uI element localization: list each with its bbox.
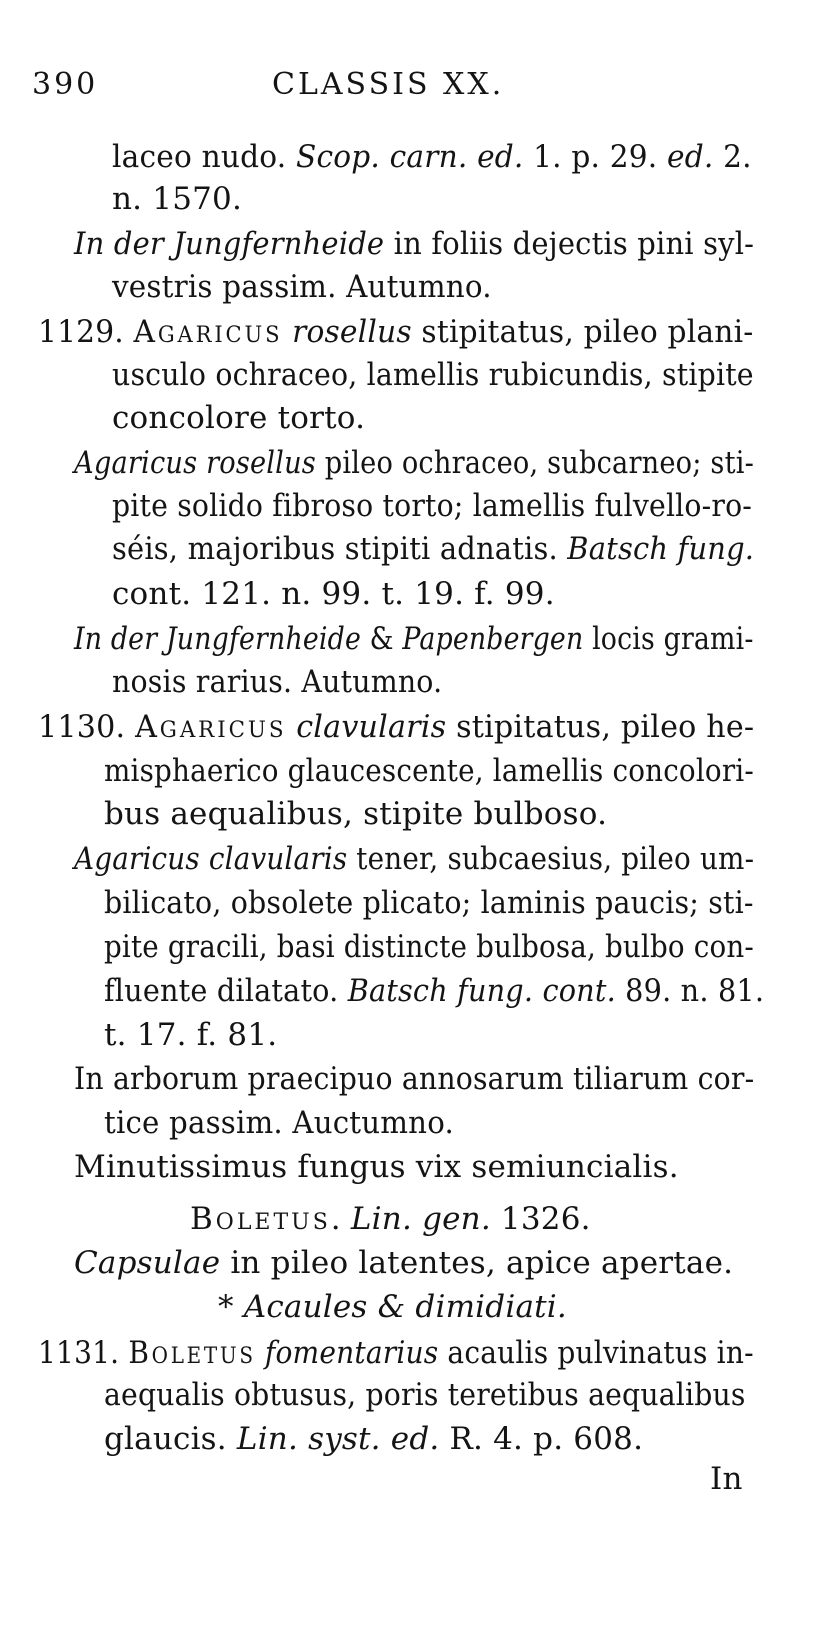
text-line	[38, 1334, 754, 1372]
text-line	[74, 1148, 679, 1186]
page-number: 390	[32, 67, 99, 102]
text-line	[112, 356, 754, 394]
text-line	[112, 663, 442, 701]
text-run: in pileo latentes, apice apertae.	[220, 1245, 734, 1281]
italic-run: clavularis	[296, 709, 447, 745]
text-line	[74, 1060, 754, 1098]
text-run: &	[360, 621, 403, 657]
text-line	[112, 180, 242, 218]
text-line	[112, 138, 752, 176]
text-run: *	[218, 1289, 244, 1325]
text-run	[286, 709, 296, 745]
text-line	[38, 313, 754, 351]
text-run: aequalis obtusus, poris teretibus aequalibus	[104, 1377, 746, 1413]
italic-run: Agaricus rosellus	[74, 445, 316, 481]
text-line	[104, 752, 754, 790]
text-run: concolore torto.	[112, 400, 366, 436]
text-run: n. 1570.	[112, 181, 243, 217]
text-line	[218, 1288, 567, 1326]
text-run: tice passim. Auctumno.	[104, 1105, 454, 1141]
text-line	[74, 444, 754, 482]
italic-run: Agaricus clavularis	[74, 841, 348, 877]
text-run: stipitatus, pileo plani-	[411, 314, 754, 350]
text-run: R. 4. p. 608.	[439, 1421, 644, 1457]
text-run: In arborum praecipuo annosarum tiliarum cor-	[74, 1061, 755, 1097]
text-line	[104, 972, 764, 1010]
catchword: In	[710, 1461, 743, 1497]
italic-run: Lin. syst. ed.	[236, 1421, 440, 1457]
text-run: bus aequalibus, stipite bulboso.	[104, 796, 608, 832]
italic-run: Acaules & dimidiati.	[243, 1289, 567, 1325]
text-run: 1131.	[38, 1335, 129, 1371]
italic-run: In der Jungfernheide	[74, 226, 385, 262]
italic-run: rosellus	[292, 314, 412, 350]
italic-run: Batsch fung. cont.	[347, 973, 616, 1009]
small-caps-run: Agaricus	[133, 314, 283, 350]
text-line	[74, 620, 754, 658]
small-caps-run: Agaricus	[135, 709, 287, 745]
text-line	[104, 1420, 643, 1458]
text-line	[104, 1376, 746, 1414]
text-run: laceo nudo.	[112, 139, 296, 175]
text-run: misphaerico glaucescente, lamellis concolori-	[104, 753, 754, 789]
text-run: cont. 121. n. 99. t. 19. f. 99.	[112, 576, 555, 612]
text-run: 89. n. 81.	[615, 973, 765, 1009]
text-run: usculo ochraceo, lamellis rubicundis, stipite	[112, 357, 754, 393]
text-run: t. 17. f. 81.	[104, 1017, 278, 1053]
small-caps-run: Boletus	[128, 1335, 256, 1371]
text-line	[104, 795, 607, 833]
text-line	[104, 928, 754, 966]
text-run: 1129.	[38, 314, 134, 350]
italic-run: Capsulae	[74, 1245, 221, 1281]
text-run: stipitatus, pileo he-	[446, 709, 755, 745]
text-run: pite solido fibroso torto; lamellis fulvello-ro-	[112, 488, 753, 524]
text-run: Minutissimus fungus vix semiuncialis.	[74, 1149, 679, 1185]
italic-run: fomentarius	[264, 1335, 439, 1371]
italic-run: Batsch fung.	[567, 531, 755, 567]
text-run: fluente dilatato.	[104, 973, 348, 1009]
text-run: .	[330, 1201, 351, 1237]
text-run: 1130.	[38, 709, 136, 745]
text-line	[104, 1104, 454, 1142]
italic-run: Scop. carn. ed.	[296, 139, 524, 175]
text-run: acaulis pulvinatus in-	[438, 1335, 754, 1371]
text-line	[112, 268, 492, 306]
text-line	[74, 1244, 733, 1282]
text-run: 2.	[713, 139, 752, 175]
italic-run: ed.	[667, 139, 714, 175]
text-line	[112, 487, 752, 525]
text-line	[74, 840, 754, 878]
text-run: bilicato, obsolete plicato; laminis paucis; sti-	[104, 885, 754, 921]
text-line	[112, 575, 555, 613]
text-line	[104, 1016, 277, 1054]
text-run: vestris passim. Autumno.	[112, 269, 492, 305]
text-run: 1326.	[490, 1201, 591, 1237]
text-run: pileo ochraceo, subcarneo; sti-	[315, 445, 754, 481]
text-run: nosis rarius. Autumno.	[112, 664, 443, 700]
text-line	[112, 530, 754, 568]
text-line	[38, 708, 754, 746]
text-line	[104, 884, 754, 922]
text-run: tener, subcaesius, pileo um-	[347, 841, 755, 877]
italic-run: Papenbergen	[402, 621, 584, 657]
italic-run: Lin. gen.	[350, 1201, 491, 1237]
text-run: in foliis dejectis pini syl-	[384, 226, 755, 262]
italic-run: In der Jungfernheide	[74, 621, 361, 657]
text-run	[256, 1335, 265, 1371]
running-title: CLASSIS XX.	[272, 67, 505, 102]
small-caps-run: Boletus	[190, 1201, 331, 1237]
text-line	[112, 399, 365, 437]
text-line	[74, 225, 754, 263]
text-run: locis grami-	[583, 621, 754, 657]
text-run: 1. p. 29.	[523, 139, 668, 175]
text-run: glaucis.	[104, 1421, 237, 1457]
text-run: pite gracili, basi distincte bulbosa, bulbo con-	[104, 929, 754, 965]
text-run: séis, majoribus stipiti adnatis.	[112, 531, 568, 567]
text-run	[282, 314, 292, 350]
text-line	[190, 1200, 591, 1238]
